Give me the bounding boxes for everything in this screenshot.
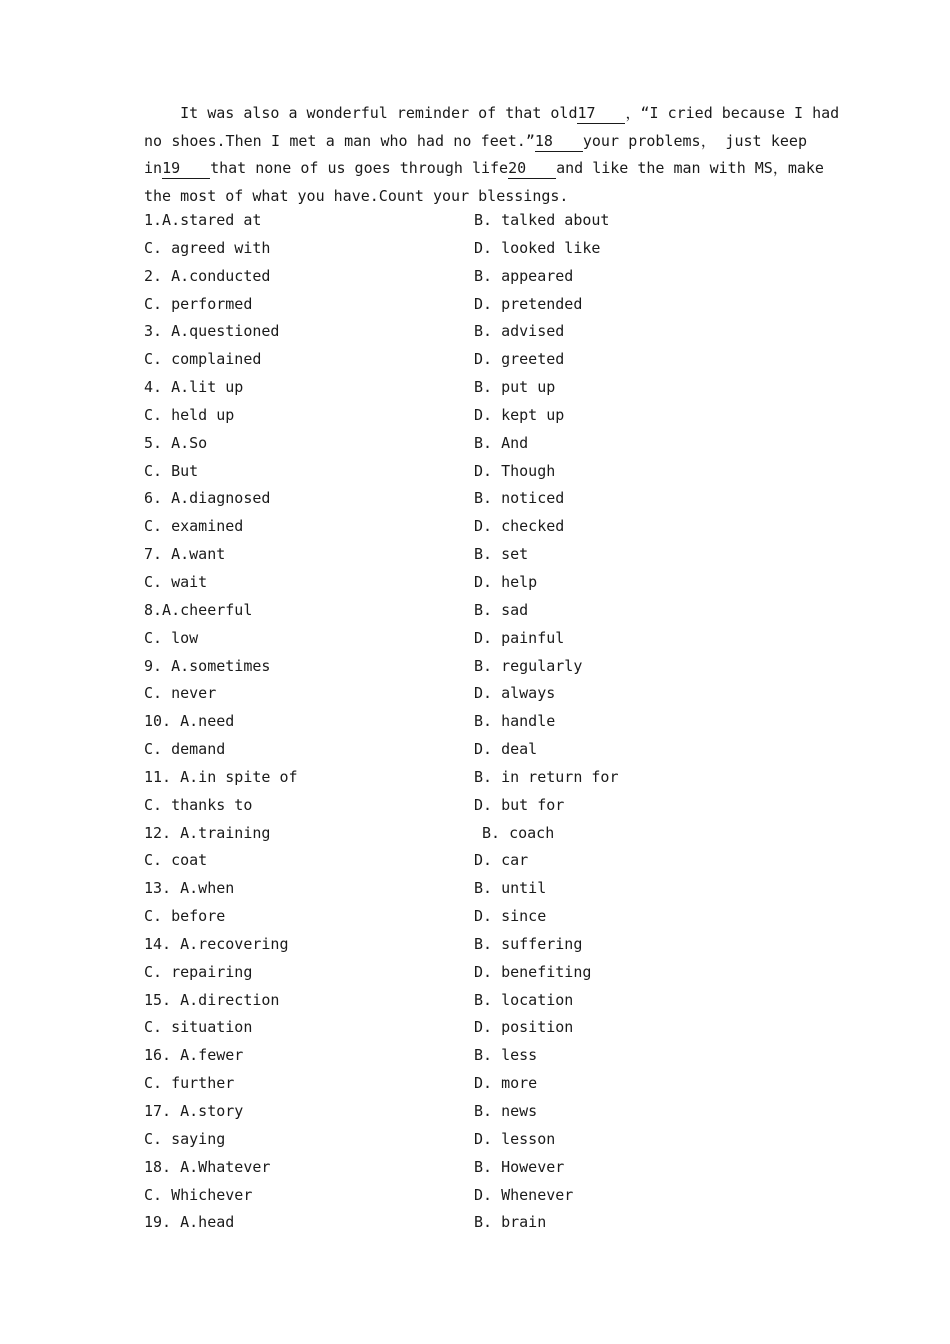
blank-18: 18 [535,131,583,152]
passage-line-1: It was also a wonderful reminder of that old17 ，“I cried because I had [180,104,840,122]
option-right: D. looked like [474,238,601,257]
option-right: B. until [474,879,547,898]
option-row [144,1070,807,1098]
option-row [144,207,807,235]
option-left: 7. A.want [144,545,226,564]
option-right: B. brain [474,1213,547,1232]
option-row [144,1014,807,1042]
option-row [144,959,807,987]
option-right: B. And [474,433,529,452]
option-left: C. held up [144,405,235,424]
passage-paragraph [144,100,840,211]
option-right: D. always [474,684,556,703]
option-right: D. checked [474,517,565,536]
option-row [144,1154,807,1182]
option-right: D. position [474,1018,574,1037]
option-row [144,458,807,486]
option-row [144,291,807,319]
option-row [144,374,807,402]
option-right: D. car [474,851,529,870]
option-left: C. complained [144,350,262,369]
blank-19: 19 [162,158,210,179]
option-row [144,263,807,291]
option-left: C. further [144,1074,235,1093]
option-left: 3. A.questioned [144,322,280,341]
option-left: 2. A.conducted [144,266,271,285]
option-row [144,764,807,792]
option-left: C. examined [144,517,244,536]
option-left: 19. A.head [144,1213,235,1232]
option-row [144,402,807,430]
option-left: C. coat [144,851,208,870]
passage-line-3: in19 that none of us goes through life20 and like the man with MS，make [144,159,824,178]
option-left: 11. A.in spite of [144,767,298,786]
option-left: 12. A.training [144,823,271,842]
option-row [144,903,807,931]
option-right: B. news [474,1102,538,1120]
option-right: B. talked about [474,211,610,229]
option-right: D. deal [474,740,538,759]
option-row [144,541,807,569]
option-row [144,625,807,653]
option-right: D. kept up [474,405,565,424]
option-row [144,875,807,903]
option-right: B. sad [474,600,529,619]
option-right: D. pretended [474,294,583,313]
option-row [144,1209,807,1237]
option-left: 1.A.stared at [144,211,262,229]
option-right: B. suffering [474,934,583,953]
option-right: B. handle [474,712,556,731]
option-row [144,1126,807,1154]
option-row [144,597,807,625]
option-left: C. Whichever [144,1185,253,1204]
option-left: 17. A.story [144,1102,244,1120]
option-left: 13. A.when [144,879,235,898]
option-right: B. advised [474,322,565,341]
passage-line-4: the most of what you have.Count your blessings. [144,187,569,206]
option-right: B. put up [474,378,556,397]
option-right: B. less [474,1046,538,1065]
option-left: 14. A.recovering [144,934,289,953]
option-row [144,653,807,681]
option-right: D. since [474,907,547,926]
option-row [144,1182,807,1210]
option-left: 18. A.Whatever [144,1157,271,1176]
option-right: D. Whenever [474,1185,574,1204]
option-right: B. location [474,990,574,1009]
option-right: D. Though [474,461,556,480]
option-row [144,736,807,764]
option-right: D. help [474,572,538,591]
option-row [144,792,807,820]
option-left: 16. A.fewer [144,1046,244,1065]
option-left: 9. A.sometimes [144,656,271,675]
option-right: B. coach [482,823,555,842]
option-row [144,569,807,597]
option-right: D. painful [474,628,565,647]
option-left: 10. A.need [144,712,235,731]
option-left: 5. A.So [144,433,208,452]
option-row [144,513,807,541]
option-right: D. greeted [474,350,565,369]
option-left: C. But [144,461,199,480]
option-row [144,987,807,1015]
option-right: B. appeared [474,266,574,285]
option-row [144,1098,807,1126]
options-list [144,207,807,1237]
option-left: 15. A.direction [144,990,280,1009]
option-row [144,485,807,513]
option-right: B. However [474,1157,565,1176]
option-left: C. before [144,907,226,926]
option-right: B. noticed [474,489,565,508]
option-left: 6. A.diagnosed [144,489,271,508]
option-right: D. benefiting [474,962,592,981]
option-left: C. never [144,684,217,703]
option-left: 4. A.lit up [144,378,244,397]
option-row [144,346,807,374]
option-left: 8.A.cheerful [144,600,253,619]
option-left: C. repairing [144,962,253,981]
option-row [144,931,807,959]
option-right: D. but for [474,795,565,814]
option-row [144,820,807,848]
option-row [144,680,807,708]
option-row [144,1042,807,1070]
option-right: D. lesson [474,1129,556,1148]
option-right: B. regularly [474,656,583,675]
option-left: C. thanks to [144,795,253,814]
option-left: C. agreed with [144,238,271,257]
option-left: C. low [144,628,199,647]
blank-17: 17 [577,103,625,124]
option-row [144,847,807,875]
option-right: B. set [474,545,529,564]
option-right: B. in return for [474,767,619,786]
option-row [144,318,807,346]
option-row [144,708,807,736]
option-left: C. wait [144,572,208,591]
option-row [144,235,807,263]
option-left: C. performed [144,294,253,313]
passage-line-2: no shoes.Then I met a man who had no feet.”18 your problems， just keep [144,131,807,150]
option-right: D. more [474,1074,538,1093]
option-left: C. situation [144,1018,253,1037]
blank-20: 20 [508,158,556,179]
option-left: C. demand [144,740,226,759]
option-left: C. saying [144,1129,226,1148]
option-row [144,430,807,458]
